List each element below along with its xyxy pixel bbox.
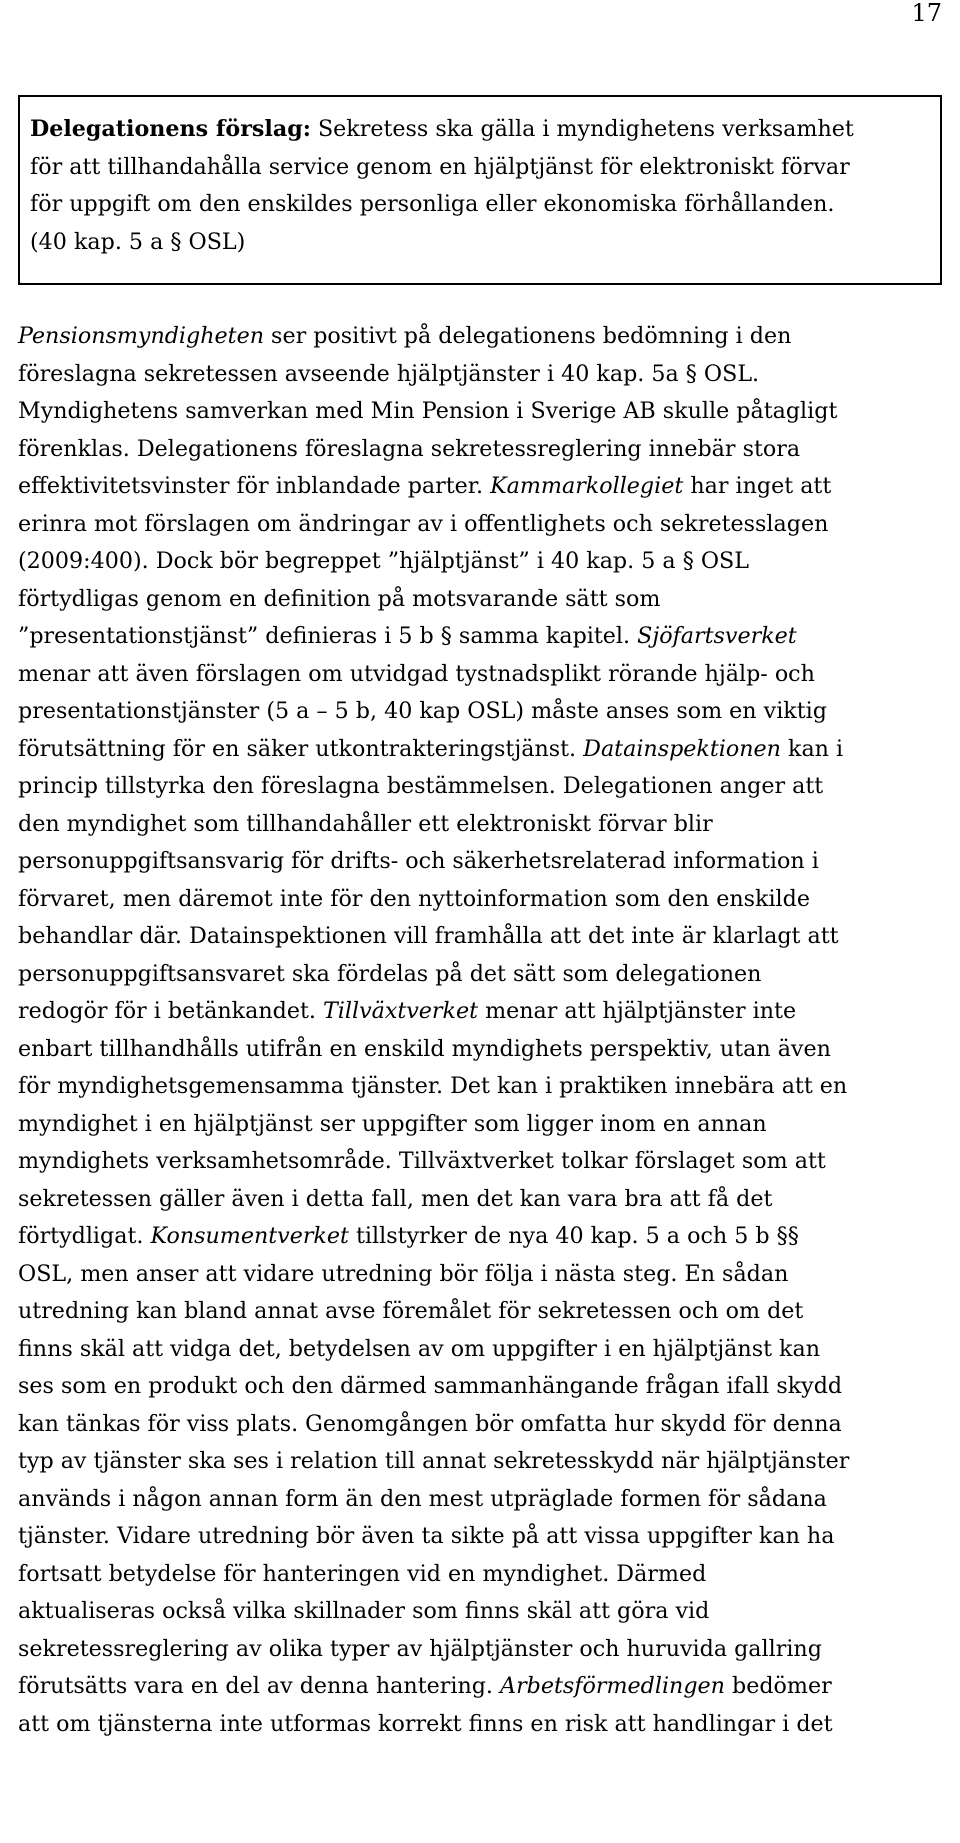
- body-text-segment: presentationstjänster (5 a – 5 b, 40 kap OSL) måste anses som en viktig: [18, 698, 827, 724]
- proposal-line: [30, 111, 930, 149]
- body-line: [18, 506, 953, 544]
- body-text-segment: personuppgiftsansvaret ska fördelas på det sätt som delegationen: [18, 960, 762, 987]
- body-text-segment: menar att hjälptjänster inte: [478, 998, 797, 1024]
- body-text-segment: typ av tjänster ska ses i relation till annat sekretesskydd när hjälptjänster: [18, 1448, 850, 1474]
- body-line: [18, 806, 953, 844]
- body-line: [18, 1293, 953, 1331]
- body-text-segment: behandlar där. Datainspektionen vill framhålla att det inte är klarlagt att: [18, 923, 839, 949]
- body-line: [18, 1668, 953, 1706]
- body-text-segment: personuppgiftsansvarig för drifts- och säkerhetsrelaterad information i: [18, 848, 819, 874]
- body-text-segment: för myndighetsgemensamma tjänster. Det kan i praktiken innebära att en: [18, 1073, 848, 1099]
- proposal-line: för uppgift om den enskildes personliga eller ekonomiska förhållanden.: [30, 191, 835, 217]
- body-line: [18, 1331, 953, 1369]
- body-text-segment: förutsätts vara en del av denna hantering.: [18, 1673, 501, 1699]
- body-text-segment: förtydligas genom en definition på motsvarande sätt som: [18, 585, 661, 612]
- body-line: [18, 881, 953, 919]
- body-line: [18, 1631, 953, 1669]
- body-line: [18, 993, 953, 1031]
- body-text-segment: förvaret, men däremot inte för den nyttoinformation som den enskilde: [18, 885, 810, 912]
- body-line: [18, 918, 953, 956]
- body-text-segment: OSL, men anser att vidare utredning bör följa i nästa steg. En sådan: [18, 1260, 789, 1287]
- body-text: [18, 318, 953, 1743]
- body-text-segment: förtydligat.: [18, 1223, 151, 1249]
- body-text-segment: (2009:400). Dock bör begreppet ”hjälptjänst” i 40 kap. 5 a § OSL: [18, 548, 749, 574]
- body-line: [18, 431, 953, 469]
- organization-name: Tillväxtverket: [322, 998, 479, 1024]
- body-text-segment: den myndighet som tillhandahåller ett elektroniskt förvar blir: [18, 810, 713, 837]
- body-text-segment: myndighet i en hjälptjänst ser uppgifter som ligger inom en annan: [18, 1110, 767, 1137]
- body-line: [18, 1406, 953, 1444]
- body-text-segment: myndighets verksamhetsområde. Tillväxtverket tolkar förslaget som att: [18, 1148, 826, 1174]
- body-text-segment: tillstyrker de nya 40 kap. 5 a och 5 b §§: [348, 1223, 799, 1249]
- body-line: [18, 1368, 953, 1406]
- page-number: 17: [911, 0, 942, 27]
- body-line: [18, 543, 953, 581]
- body-line: [18, 1106, 953, 1144]
- body-line: [18, 1031, 953, 1069]
- body-text-segment: förenklas. Delegationens föreslagna sekretessreglering innebär stora: [18, 435, 801, 462]
- body-text-segment: redogör för i betänkandet.: [18, 998, 323, 1024]
- organization-name: Arbetsförmedlingen: [500, 1673, 725, 1699]
- body-text-segment: kan i: [780, 735, 844, 762]
- body-line: [18, 618, 953, 656]
- proposal-line: (40 kap. 5 a § OSL): [30, 228, 246, 255]
- body-line: [18, 1181, 953, 1219]
- organization-name: Pensionsmyndigheten: [18, 323, 264, 349]
- body-text-segment: princip tillstyrka den föreslagna bestämmelsen. Delegationen anger att: [18, 773, 824, 799]
- body-line: [18, 468, 953, 506]
- body-text-segment: föreslagna sekretessen avseende hjälptjänster i 40 kap. 5a § OSL.: [18, 360, 760, 387]
- body-line: [18, 1443, 953, 1481]
- body-line: [18, 356, 953, 394]
- body-text-segment: Myndighetens samverkan med Min Pension i Sverige AB skulle påtagligt: [18, 398, 838, 424]
- body-line: [18, 1218, 953, 1256]
- body-text-segment: ses som en produkt och den därmed sammanhängande frågan ifall skydd: [18, 1373, 843, 1399]
- body-line: [18, 656, 953, 694]
- body-text-segment: tjänster. Vidare utredning bör även ta sikte på att vissa uppgifter kan ha: [18, 1523, 835, 1549]
- body-line: [18, 768, 953, 806]
- body-line: [18, 1256, 953, 1294]
- body-text-segment: ”presentationstjänst” definieras i 5 b § samma kapitel.: [18, 623, 638, 649]
- organization-name: Sjöfartsverket: [637, 623, 797, 649]
- proposal-line: för att tillhandahålla service genom en hjälptjänst för elektroniskt förvar: [30, 153, 850, 180]
- body-line: [18, 1068, 953, 1106]
- body-line: [18, 843, 953, 881]
- body-text-segment: erinra mot förslagen om ändringar av i offentlighets och sekretesslagen: [18, 510, 829, 537]
- organization-name: Datainspektionen: [583, 735, 781, 762]
- body-line: [18, 1706, 953, 1744]
- organization-name: Konsumentverket: [150, 1223, 349, 1249]
- body-text-segment: sekretessen gäller även i detta fall, men det kan vara bra att få det: [18, 1185, 773, 1212]
- body-text-segment: att om tjänsterna inte utformas korrekt finns en risk att handlingar i det: [18, 1710, 833, 1737]
- proposal-box: [18, 95, 942, 285]
- body-line: [18, 956, 953, 994]
- body-text-segment: fortsatt betydelse för hanteringen vid en myndighet. Därmed: [18, 1560, 707, 1587]
- proposal-text: Sekretess ska gälla i myndighetens verksamhet: [310, 116, 854, 142]
- proposal-label: Delegationens förslag:: [30, 116, 311, 142]
- body-text-segment: används i någon annan form än den mest utpräglade formen för sådana: [18, 1485, 827, 1512]
- body-line: [18, 393, 953, 431]
- body-text-segment: förutsättning för en säker utkontrakteringstjänst.: [18, 735, 584, 762]
- body-text-segment: bedömer: [724, 1673, 832, 1699]
- body-text-segment: kan tänkas för viss plats. Genomgången bör omfatta hur skydd för denna: [18, 1410, 842, 1437]
- body-text-segment: aktualiseras också vilka skillnader som finns skäl att göra vid: [18, 1598, 710, 1624]
- body-line: [18, 1481, 953, 1519]
- body-text-segment: menar att även förslagen om utvidgad tystnadsplikt rörande hjälp- och: [18, 660, 815, 687]
- body-text-segment: ser positivt på delegationens bedömning i den: [264, 323, 792, 349]
- body-line: [18, 1556, 953, 1594]
- body-line: [18, 731, 953, 769]
- body-text-segment: effektivitetsvinster för inblandade parter.: [18, 473, 491, 499]
- body-line: [18, 1593, 953, 1631]
- body-text-segment: finns skäl att vidga det, betydelsen av om uppgifter i en hjälptjänst kan: [18, 1335, 821, 1362]
- body-line: [18, 1518, 953, 1556]
- body-text-segment: sekretessreglering av olika typer av hjälptjänster och huruvida gallring: [18, 1635, 822, 1662]
- body-text-segment: har inget att: [683, 473, 832, 499]
- body-text-segment: enbart tillhandhålls utifrån en enskild myndighets perspektiv, utan även: [18, 1035, 831, 1062]
- body-line: [18, 1143, 953, 1181]
- body-line: [18, 693, 953, 731]
- body-text-segment: utredning kan bland annat avse föremålet för sekretessen och om det: [18, 1298, 804, 1324]
- body-line: [18, 318, 953, 356]
- organization-name: Kammarkollegiet: [490, 473, 684, 499]
- body-line: [18, 581, 953, 619]
